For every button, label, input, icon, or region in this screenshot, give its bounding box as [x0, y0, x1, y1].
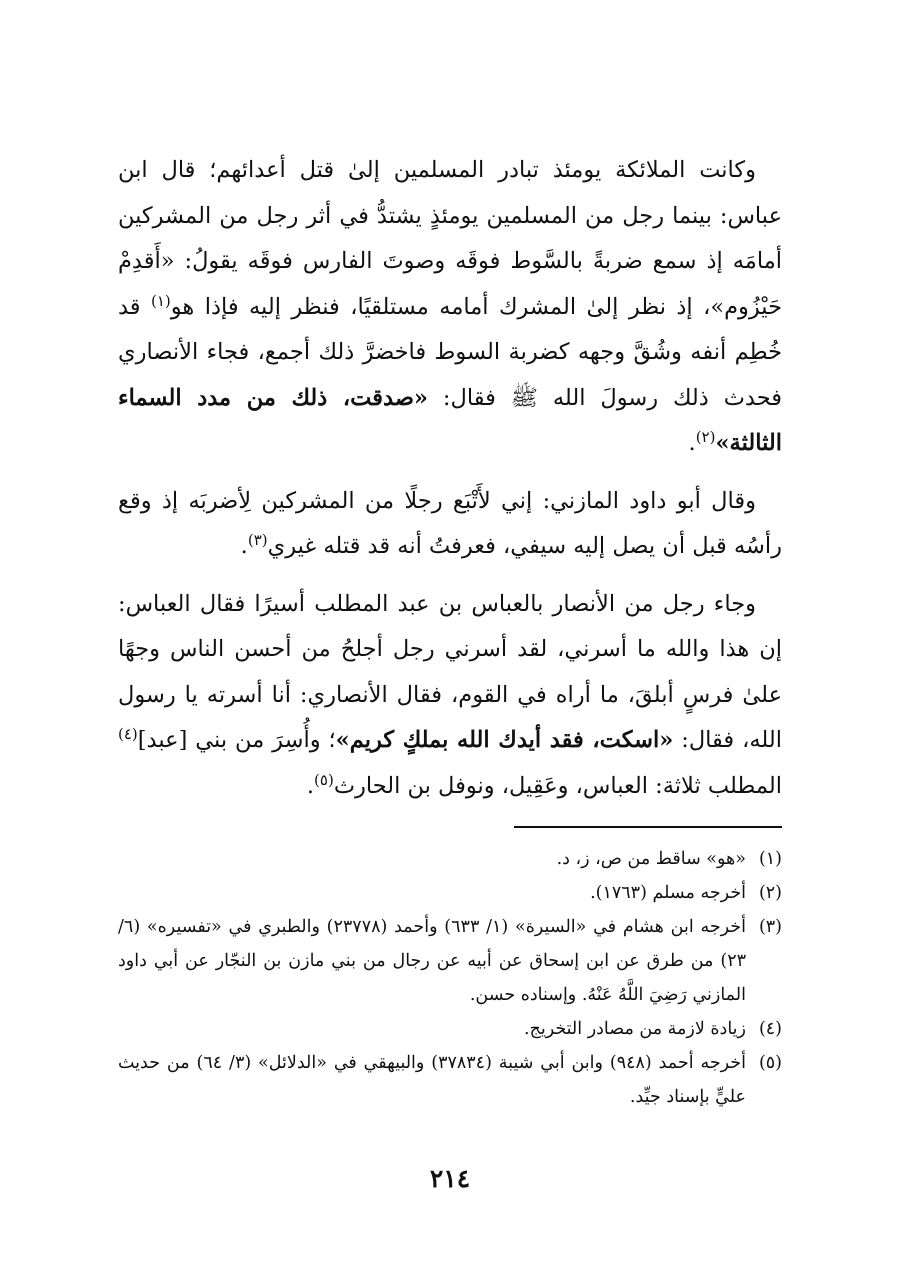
footnote-number: (٣): [758, 917, 782, 937]
footnote-2: [118, 876, 782, 910]
paragraph-text: .: [306, 772, 315, 799]
paragraph-2: [118, 479, 782, 570]
paragraph-text: .: [688, 430, 696, 456]
paragraph-text: وقال أبو داود المازني: إني لأَتْبَع رجلًا من المشركين لِأضربَه إذ وقع رأسُه قبل أن يصل إليه سيفي، فعرفتُ أنه قد قتله غيري: [118, 487, 782, 559]
footnote-separator: [514, 826, 782, 828]
footnote-ref-2: (٢): [695, 428, 716, 446]
footnote-number: (٥): [758, 1053, 782, 1073]
footnote-3: [118, 910, 782, 1012]
footnote-ref-3: (٣): [247, 531, 268, 549]
footnote-number: (٢): [758, 883, 782, 903]
footnote-text: زيادة لازمة من مصادر التخريج.: [523, 1019, 746, 1039]
paragraph-text: وكانت الملائكة يومئذ تبادر المسلمين إلىٰ قتل أعدائهم؛ قال ابن عباس: بينما رجل من المسلمين يومئذٍ يشتدُّ في أثر رجل من المشركين أمامَه إذ سمع ضربةً بالسَّوط فوقَه وصوتَ الفارس فوقَه يقولُ: «أَقدِمْ حَيْزُوم»، إذ نظر إلىٰ المشرك أمامه مستلقيًا، فنظر إليه فإذا هو: [118, 157, 783, 320]
footnote-text: أخرجه ابن هشام في «السيرة» (١/ ٦٣٣) وأحمد (٢٣٧٧٨) والطبري في «تفسيره» (٦/ ٢٣) من طرق عن ابن إسحاق عن أبيه عن رجال من بني مازن بن النجّار عن أبي داود المازني رَضِيَ اللَّهُ عَنْهُ. وإسناده حسن.: [118, 917, 746, 1005]
footnote-ref-4: (٤): [118, 725, 138, 743]
main-text: [118, 148, 782, 809]
paragraph-text: .: [240, 533, 248, 559]
paragraph-text: ؛ وأُسِرَ من بني [عبد]: [137, 727, 336, 753]
footnote-text: أخرجه أحمد (٩٤٨) وابن أبي شيبة (٣٧٨٣٤) والبيهقي في «الدلائل» (٣/ ٦٤) من حديث عليٍّ بإسناد جيِّد.: [118, 1053, 746, 1107]
paragraph-text: وجاء رجل من الأنصار بالعباس بن عبد المطلب أسيرًا فقال العباس: إن هذا والله ما أسرني، لقد أسرني رجل أجلحُ من أحسن الناس وجهًا علىٰ فرسٍ أبلقَ، ما أراه في القوم، فقال الأنصاري: أنا أسرته يا رسول الله، فقال:: [118, 590, 782, 753]
paragraph-text: قد خُطِم أنفه وشُقَّ وجهه كضربة السوط فاخضرَّ ذلك أجمع، فجاء الأنصاري فحدث ذلك رسولَ الله ﷺ فقال:: [118, 293, 782, 411]
paragraph-text: المطلب ثلاثة: العباس، وعَقِيل، ونوفل بن الحارث: [333, 772, 782, 799]
paragraph-1: [118, 148, 782, 467]
footnote-number: (٤): [758, 1019, 782, 1039]
hadith-quote: «اسكت، فقد أيدك الله بملكٍ كريم»: [335, 727, 674, 753]
footnote-1: [118, 842, 782, 876]
footnote-ref-1: (١): [151, 291, 171, 310]
footnote-5: [118, 1046, 782, 1114]
footnotes: [118, 842, 782, 1114]
footnote-number: (١): [758, 849, 782, 869]
footnote-text: أخرجه مسلم (١٧٦٣).: [590, 883, 746, 903]
footnote-text: «هو» ساقط من ص، ز، د.: [556, 849, 746, 869]
hadith-quote: «صدقت، ذلك من مدد السماء الثالثة»: [118, 384, 782, 456]
paragraph-3: [118, 582, 782, 810]
footnote-ref-5: (٥): [314, 770, 334, 789]
footnote-4: [118, 1012, 782, 1046]
page-number: ٢١٤: [429, 1164, 471, 1193]
